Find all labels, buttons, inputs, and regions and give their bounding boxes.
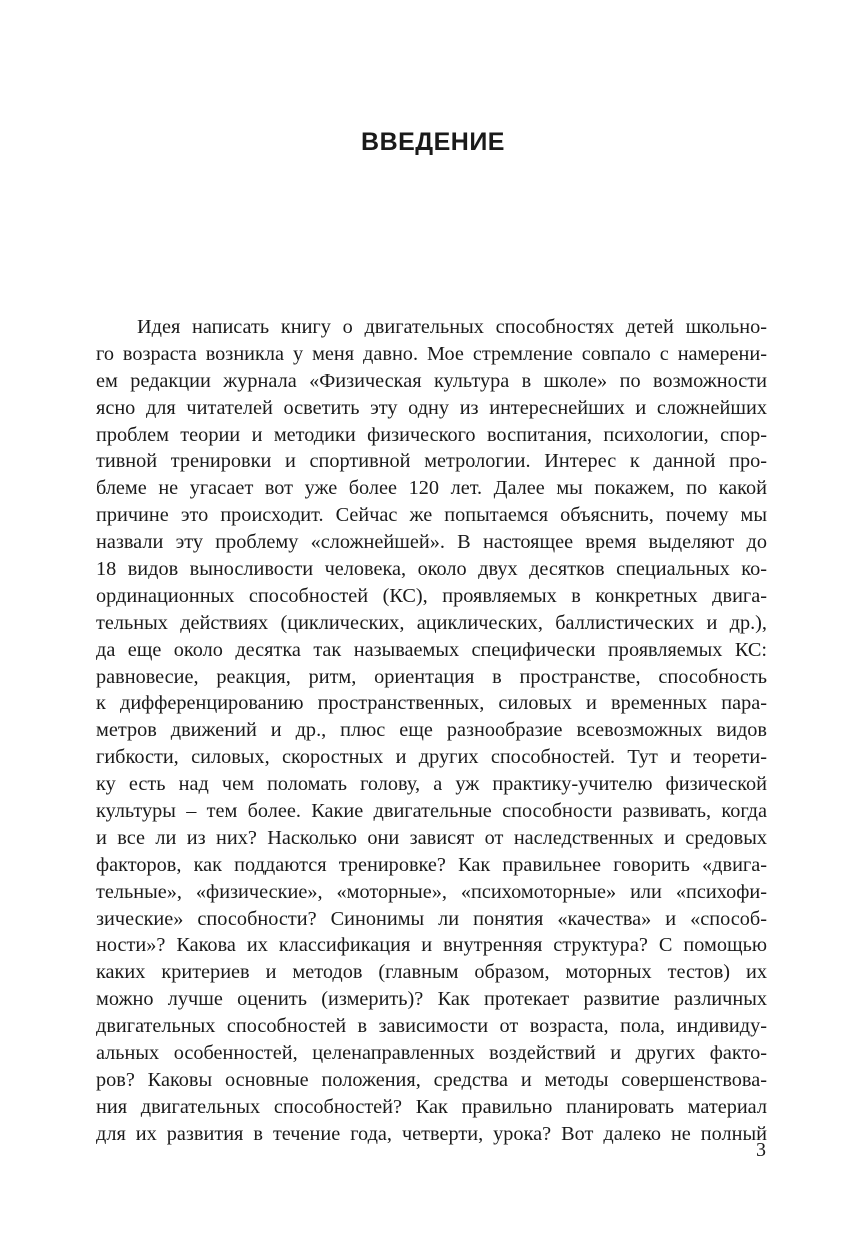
paragraph-line: каких критериев и методов (главным образом, моторных тестов) их	[96, 961, 767, 984]
paragraph-line: проблем теории и методики физического воспитания, психологии, спор-	[96, 423, 767, 446]
paragraph-line: блеме не угасает вот уже более 120 лет. Далее мы покажем, по какой	[96, 477, 767, 500]
paragraph-line: тивной тренировки и спортивной метрологии. Интерес к данной про-	[96, 450, 767, 473]
paragraph-line: зические» способности? Синонимы ли понятия «качества» и «способ-	[96, 907, 767, 930]
paragraph-line: ров? Каковы основные положения, средства и методы совершенствова-	[96, 1068, 767, 1091]
paragraph-line: ординационных способностей (КС), проявляемых в конкретных двига-	[96, 584, 767, 607]
paragraph-line: ясно для читателей осветить эту одну из интереснейших и сложнейших	[96, 396, 767, 419]
paragraph-line: и все ли из них? Насколько они зависят от наследственных и средовых	[96, 826, 767, 849]
chapter-title: ВВЕДЕНИЕ	[361, 128, 505, 156]
paragraph-line: гибкости, силовых, скоростных и других способностей. Тут и теорети-	[96, 746, 767, 769]
paragraph-line: ку есть над чем поломать голову, а уж практику-учителю физической	[96, 773, 767, 796]
paragraph-line: 18 видов выносливости человека, около двух десятков специальных ко-	[96, 558, 767, 581]
paragraph-line: двигательных способностей в зависимости от возраста, пола, индивиду-	[96, 1015, 767, 1038]
paragraph-line: факторов, как поддаются тренировке? Как правильнее говорить «двига-	[96, 853, 767, 876]
paragraph-line: Идея написать книгу о двигательных способностях детей школьно-	[137, 316, 767, 338]
paragraph-line: культуры – тем более. Какие двигательные способности развивать, когда	[96, 800, 767, 823]
paragraph-line: причине это происходит. Сейчас же попытаемся объяснить, почему мы	[96, 504, 767, 527]
page-number: 3	[756, 1139, 766, 1161]
paragraph-line: тельные», «физические», «моторные», «психомоторные» или «психофи-	[96, 880, 767, 903]
paragraph-line: ния двигательных способностей? Как правильно планировать материал	[96, 1095, 767, 1118]
paragraph-line: равновесие, реакция, ритм, ориентация в пространстве, способность	[96, 665, 767, 688]
paragraph-line: альных особенностей, целенаправленных воздействий и других факто-	[96, 1042, 767, 1065]
paragraph-line: да еще около десятка так называемых специфически проявляемых КС:	[96, 638, 767, 661]
paragraph-line: метров движений и др., плюс еще разнообразие всевозможных видов	[96, 719, 767, 742]
paragraph-line: ности»? Какова их классификация и внутренняя структура? С помощью	[96, 934, 767, 957]
paragraph-line: ем редакции журнала «Физическая культура в школе» по возможности	[96, 369, 767, 392]
paragraph-line: го возраста возникла у меня давно. Мое стремление совпало с намерени-	[96, 342, 767, 365]
paragraph-line: тельных действиях (циклических, ациклических, баллистических и др.),	[96, 611, 767, 634]
paragraph-line: к дифференцированию пространственных, силовых и временных пара-	[96, 692, 767, 715]
paragraph-line: для их развития в течение года, четверти, урока? Вот далеко не полный	[96, 1122, 767, 1145]
paragraph-line: можно лучше оценить (измерить)? Как протекает развитие различных	[96, 988, 767, 1011]
paragraph-line: назвали эту проблему «сложнейшей». В настоящее время выделяют до	[96, 531, 767, 554]
introduction-paragraph	[96, 314, 767, 1148]
